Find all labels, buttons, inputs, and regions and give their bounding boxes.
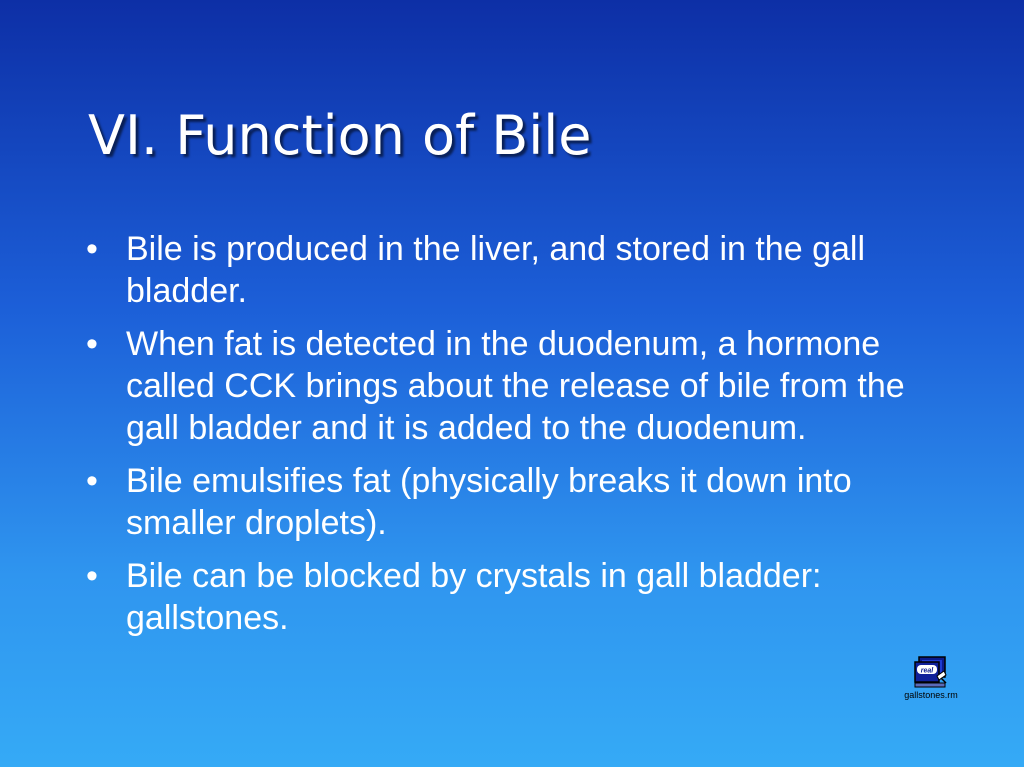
- bullet-marker: •: [86, 230, 98, 268]
- bullet-text: Bile is produced in the liver, and stored in the gall bladder.: [126, 230, 866, 310]
- bullet-text: Bile can be blocked by crystals in gall bladder: gallstones.: [126, 557, 822, 637]
- bullet-item: [86, 555, 936, 639]
- bullet-marker: •: [86, 325, 98, 363]
- bullet-list: [86, 228, 936, 650]
- slide-title: VI. Function of Bile: [88, 104, 592, 167]
- bullet-item: [86, 460, 936, 544]
- bullet-item: [86, 228, 936, 312]
- realplayer-badge-text: real: [920, 667, 934, 675]
- realplayer-media-icon[interactable]: [913, 656, 949, 690]
- bullet-marker: •: [86, 557, 98, 595]
- bullet-text: Bile emulsifies fat (physically breaks it down into smaller droplets).: [126, 462, 852, 542]
- bullet-item: [86, 323, 936, 449]
- media-file-link[interactable]: [896, 656, 966, 701]
- bullet-text: When fat is detected in the duodenum, a hormone called CCK brings about the release of bile from the gall bladder and it is added to the duodenum.: [126, 325, 905, 447]
- bullet-marker: •: [86, 462, 98, 500]
- media-filename-label: gallstones.rm: [904, 690, 958, 700]
